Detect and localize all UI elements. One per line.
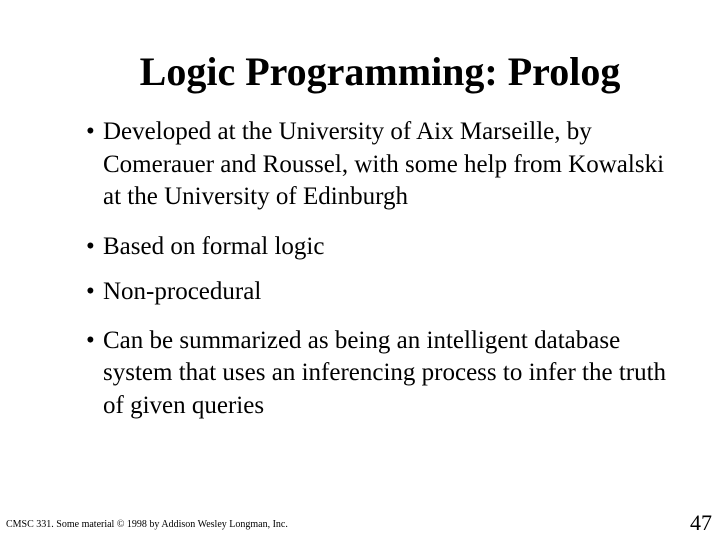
bullet-marker: • xyxy=(86,232,95,260)
slide-title: Logic Programming: Prolog xyxy=(139,49,621,94)
bullet-text: Non-procedural xyxy=(103,278,262,305)
bullet-item xyxy=(86,325,686,423)
bullet-item xyxy=(86,231,686,264)
bullet-text: Can be summarized as being an intelligent database system that uses an inferencing process to infer the truth of given queries xyxy=(103,326,667,419)
bullet-text: Developed at the University of Aix Marseille, by Comerauer and Roussel, with some help from Kowalski at the University of Edinburgh xyxy=(103,118,665,210)
bullet-marker: • xyxy=(86,326,95,354)
bullet-list xyxy=(86,116,686,439)
bullet-text: Based on formal logic xyxy=(103,232,325,260)
footer-copyright: CMSC 331. Some material © 1998 by Addison Wesley Longman, Inc. xyxy=(6,519,288,530)
bullet-marker: • xyxy=(86,278,95,305)
page-number: 47 xyxy=(690,510,712,535)
bullet-marker: • xyxy=(86,118,95,145)
bullet-item xyxy=(86,116,686,214)
bullet-item xyxy=(86,276,686,309)
